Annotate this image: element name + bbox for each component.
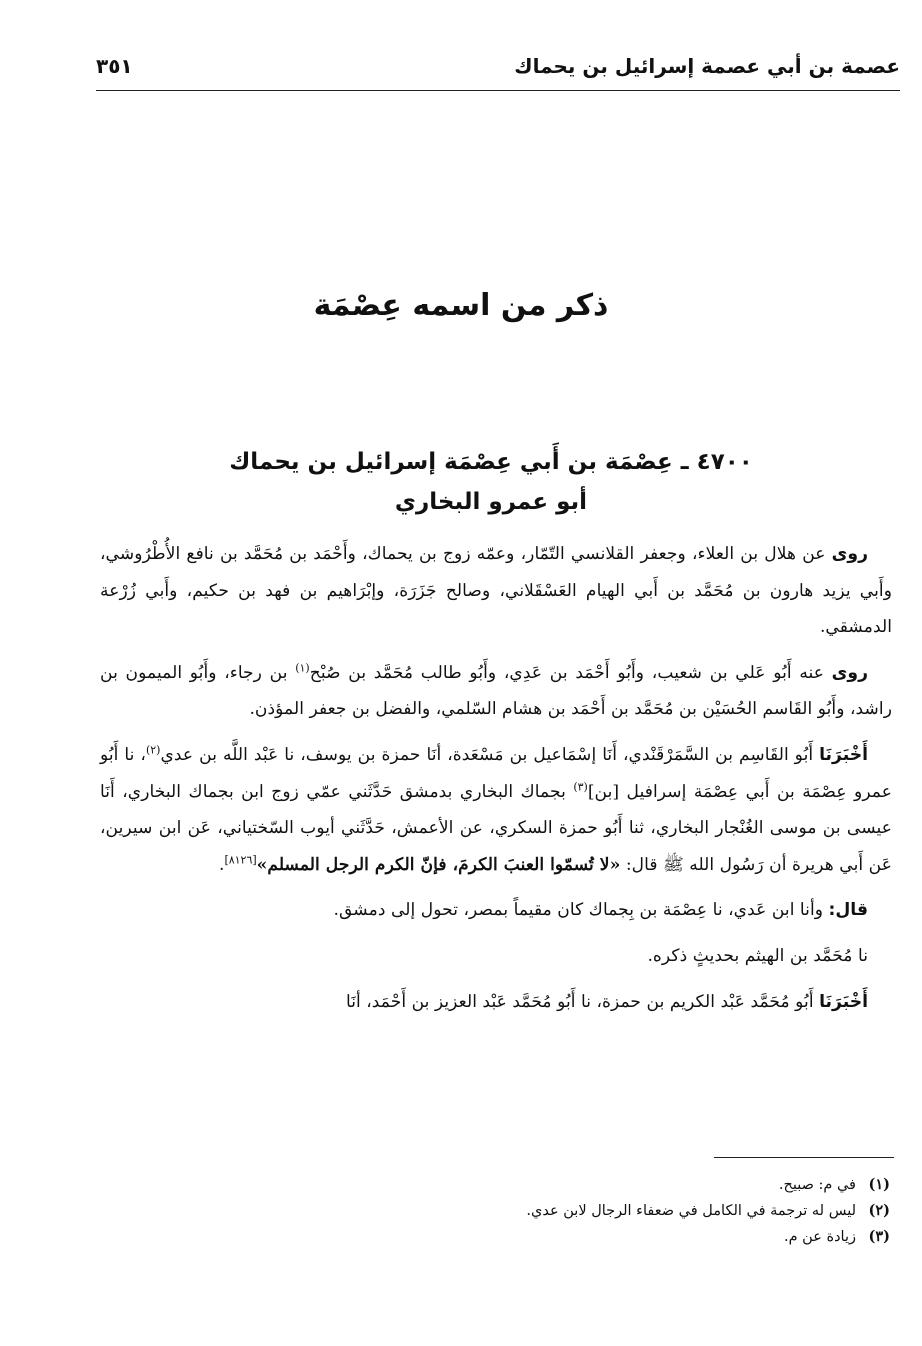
footnote-text: زيادة عن م. (783, 1229, 856, 1245)
footnote-ref-1: (١) (295, 661, 310, 675)
paragraph-narrated-from (100, 536, 892, 646)
keyword-qala: قال: (828, 900, 868, 921)
footnote-number: (١) (868, 1176, 890, 1193)
footnote-number: (٢) (868, 1202, 890, 1219)
keyword-rawa: روى (831, 662, 868, 683)
footnote-item (300, 1224, 890, 1250)
paragraph-text: عن هلال بن العلاء، وجعفر القلانسي التّمّار، وعمّه زوج بن يحماك، وأَحْمَد بن مُحَمَّد بن نافع الأُطْرُوشي، وأَبي يزيد هارون بن مُحَمَّد بن أَبي الهيام العَسْقَلاني، وصالح جَزَرَة، وإبْرَاهيم بن فهد بن حكيم، وأَبي زُرْعة الدمشقي. (100, 544, 892, 638)
entry-title-line-2: أبو عمرو البخاري (394, 489, 588, 515)
footnote-item (300, 1172, 890, 1198)
footnote-number: (٣) (868, 1228, 890, 1245)
keyword-akhbarana: أَخْبَرَنَا (819, 991, 868, 1012)
paragraph-text: نا مُحَمَّد بن الهيثم بحديثٍ ذكره. (647, 945, 868, 966)
paragraph-text: وأنا ابن عَدي، نا عِصْمَة بن بِجماك كان مقيماً بمصر، تحول إلى دمشق. (333, 900, 829, 921)
paragraph-text: ، نا أَبُو عمرو عِصْمَة بن أَبي عِصْمَة إسرافيل [بن] (100, 744, 892, 802)
footnote-text: في م: صبيح. (778, 1177, 856, 1193)
keyword-rawa: روى (831, 544, 868, 564)
section-title: ذكر من اسمه عِصْمَة (313, 288, 609, 323)
paragraph-text: بن رجاء، وأَبُو الميمون بن راشد، وأَبُو القَاسم الحُسَيْن بن مُحَمَّد بن أَحْمَد بن هشام السّلمي، والفضل بن جعفر المؤذن. (100, 662, 892, 720)
paragraph-text: بجماك البخاري بدمشق حَدَّثَني عمّي زوج ابن بجماك البخاري، أَنَا عيسى بن موسى الغُنْجار البخاري، ثنا أَبُو حمزة السكري، عن الأعمش، حَدَّثَني أيوب السّختياني، عَن ابن سيرين، عَن أَبي هريرة أن رَسُول الله ﷺ قال: (100, 781, 892, 875)
footnote-ref-3: (٣) (573, 779, 588, 793)
footnotes (300, 1172, 890, 1250)
paragraph-narrated-by (100, 655, 892, 728)
footnote-divider (714, 1157, 894, 1158)
footnote-text: ليس له ترجمة في الكامل في ضعفاء الرجال لابن عدي. (526, 1203, 856, 1219)
entry-title-line-1: ٤٧٠٠ ـ عِصْمَة بن أَبي عِصْمَة إسرائيل بن يحماك (229, 449, 753, 475)
paragraph-muhammad (100, 938, 892, 975)
running-header-title: عصمة بن أبي عصمة إسرائيل بن يحماك (514, 54, 900, 78)
footnote-item (300, 1198, 890, 1224)
paragraph-end: . (218, 854, 225, 875)
paragraph-qala (100, 892, 892, 929)
keyword-akhbarana: أَخْبَرَنَا (819, 744, 868, 765)
entry-title (96, 442, 886, 522)
header-divider (96, 90, 900, 91)
hadith-number: [٨١٢٦] (224, 853, 257, 867)
paragraph-text: أَبُو القَاسِم بن السَّمَرْقَنْدي، أَنَا إسْمَاعيل بن مَسْعَدة، أنَا حمزة بن يوسف، نا عَبْد اللَّه بن عدي (160, 744, 820, 765)
paragraph-text: عنه أَبُو عَلي بن شعيب، وأَبُو أَحْمَد بن عَدِي، وأَبُو طالب مُحَمَّد بن صُبْح (309, 662, 832, 683)
page-number: ٣٥١ (96, 54, 133, 78)
body-text (100, 536, 892, 1029)
paragraph-text: أَبُو مُحَمَّد عَبْد الكريم بن حمزة، نا أَبُو مُحَمَّد عَبْد العزيز بن أَحْمَد، أنَا (345, 991, 820, 1012)
footnote-ref-2: (٢) (145, 743, 161, 757)
paragraph-second-chain (100, 984, 892, 1021)
hadith-quote: «لا تُسمّوا العنبَ الكرمَ، فإنّ الكرم الرجل المسلم» (256, 854, 621, 875)
paragraph-hadith-chain (100, 737, 892, 883)
running-header (96, 50, 900, 86)
